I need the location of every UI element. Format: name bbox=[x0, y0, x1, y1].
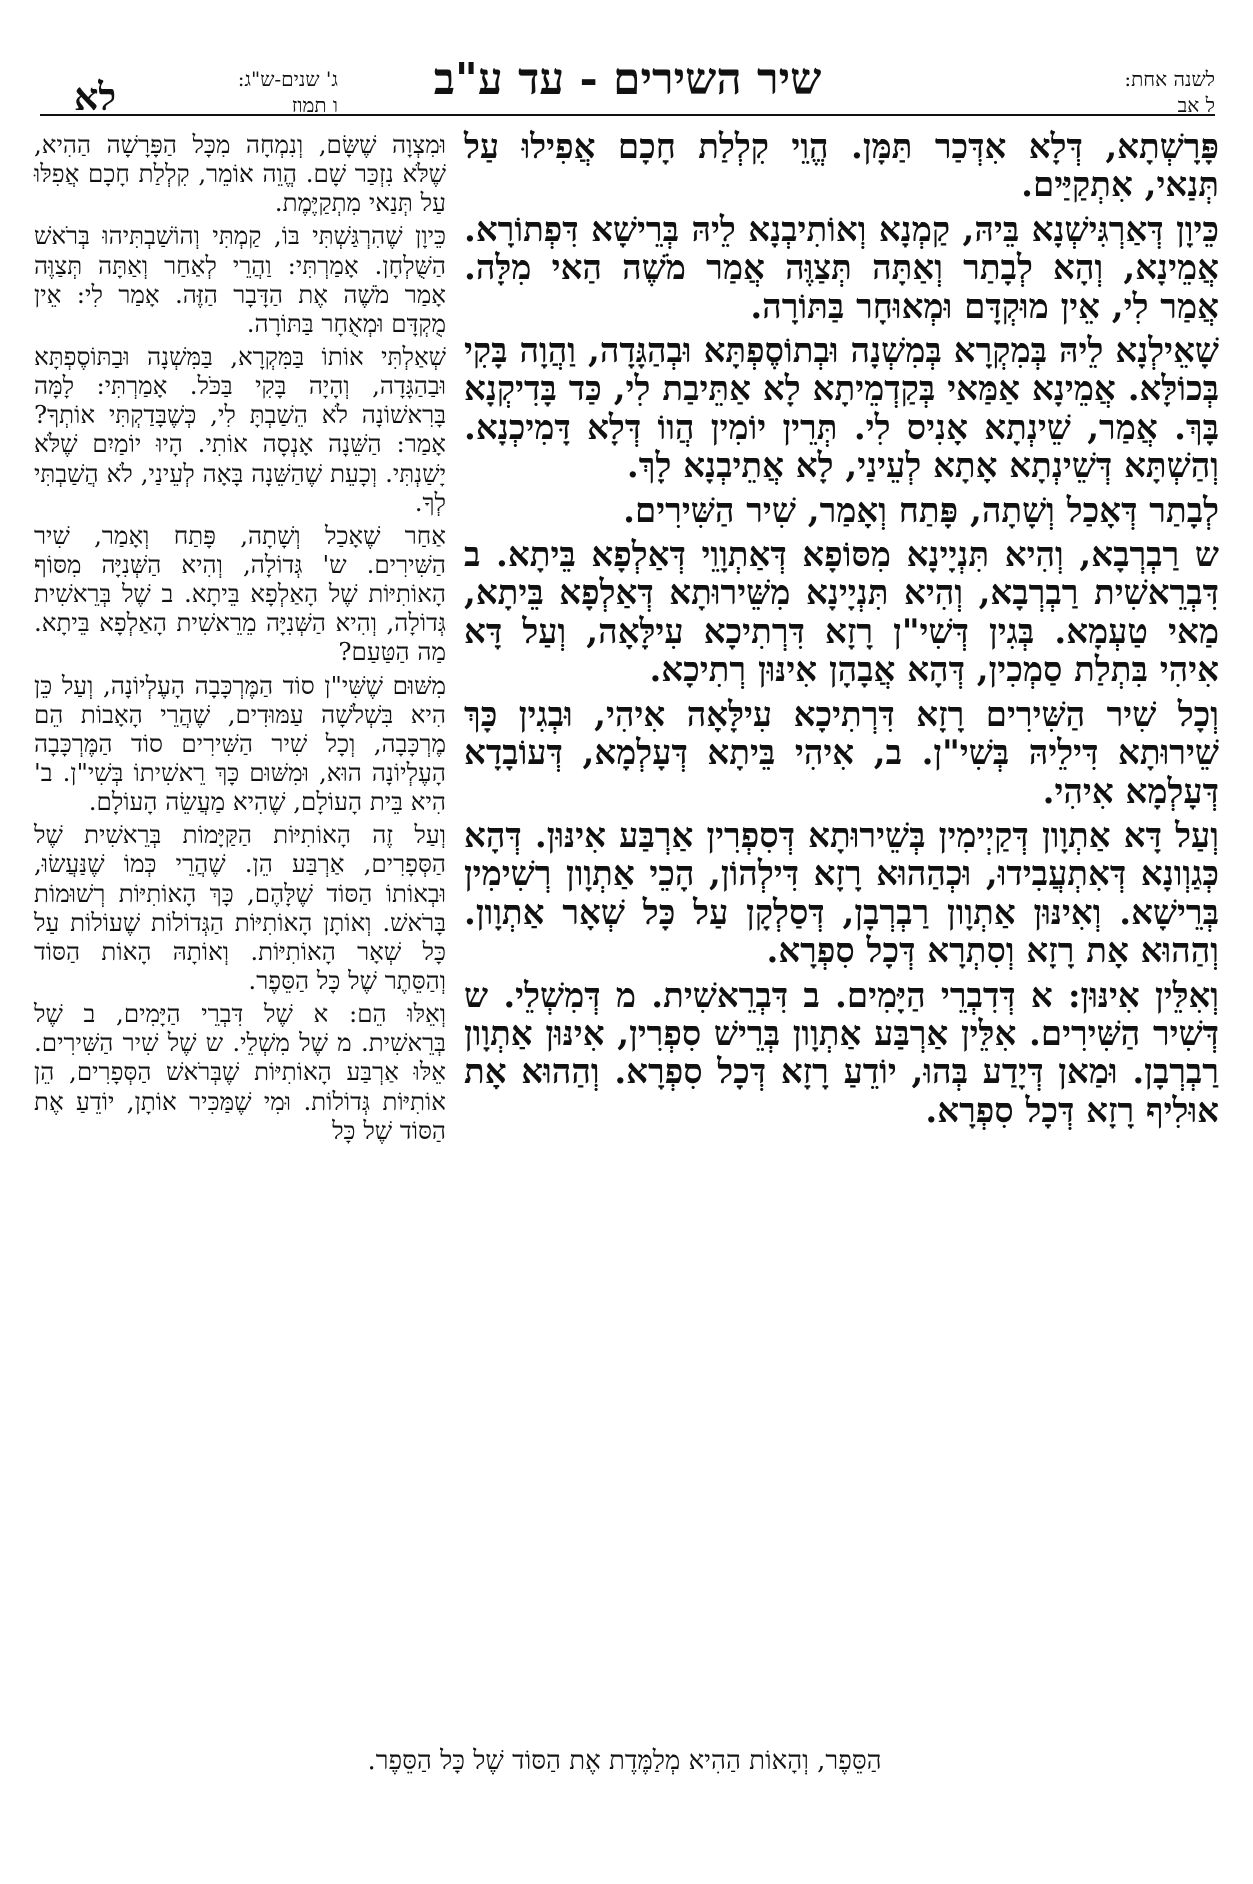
main-paragraph-6: וְכָל שִׁיר הַשִּׁירִים רָזָא דִּרְתִיכָא עִילָּאָה אִיהִי, וּבְגִין כָּךְ שֵׁירוּתָא דִּילֵיהּ בְּשִׁי"ן. ב, אִיהִי בֵּיתָא דְּעָלְמָא, דְּעוֹבָדָא דְּעָלְמָא אִיהִי. bbox=[464, 694, 1219, 812]
main-paragraph-5: ש רַבְרְבָא, וְהִיא תִּנְיָינָא מִסּוֹפָא דְּאַתְוָוֵי דְּאַלְפָא בֵּיתָא. ב דִּבְרֵאשִׁית רַבְרְבָא, וְהִיא תִּנְיָינָא מִשֵּׁירוּתָא דְּאַלְפָא בֵּיתָא, מַאי טַעְמָא. בְּגִין דְּשִׁי"ן רָזָא דִּרְתִיכָא עִילָּאָה, וְעַל דָּא אִיהִי בִּתְלַת סַמְכִין, דְּהָא אֲבָהָן אִינּוּן רְתִיכָא. bbox=[464, 535, 1219, 691]
commentary-paragraph-6: וְעַל זֶה הָאוֹתִיּוֹת הַקַּיָּמוֹת בְּרֵאשִׁית שֶׁל הַסְּפָרִים, אַרְבַּע הֵן. שֶׁהֲרֵי כְּמוֹ שֶׁנַּעֲשׂוּ, וּבְאוֹתוֹ הַסּוֹד שֶׁלָּהֶם, כָּךְ הָאוֹתִיּוֹת רְשׁוּמוֹת בָּרֹאשׁ. וְאוֹתָן הָאוֹתִיּוֹת הַגְּדוֹלוֹת שֶׁעוֹלוֹת עַל כָּל שְׁאָר הָאוֹתִיּוֹת. וְאוֹתָהּ הָאוֹת הַסּוֹד וְהַסֵּתֶר שֶׁל כָּל הַסֵּפֶר. bbox=[34, 820, 446, 995]
commentary-paragraph-7: וְאֵלּוּ הֵם: א שֶׁל דִּבְרֵי הַיָּמִים, ב שֶׁל בְּרֵאשִׁית. מ שֶׁל מִשְׁלֵי. ש שֶׁל שִׁיר הַשִּׁירִים. אֵלּוּ אַרְבַּע הָאוֹתִיּוֹת שֶׁבְּרֹאשׁ הַסְּפָרִים, הֵן אוֹתִיּוֹת גְּדוֹלוֹת. וּמִי שֶׁמַּכִּיר אוֹתָן, יוֹדֵעַ אֶת הַסּוֹד שֶׁל כָּל bbox=[34, 999, 446, 1145]
commentary-paragraph-2: כֵּיוָן שֶׁהִרְגַּשְׁתִּי בּוֹ, קַמְתִּי וְהוֹשַׁבְתִּיהוּ בְּרֹאשׁ הַשֻּׁלְחָן. אָמַרְתִּי: וַהֲרֵי לְאַחַר וְאַתָּה תְּצַוֶּה אָמַר מֹשֶׁה אֶת הַדָּבָר הַזֶּה. אָמַר לִי: אֵין מֻקְדָּם וּמְאֻחָר בַּתּוֹרָה. bbox=[34, 221, 446, 338]
commentary-footer-line: הַסֵּפֶר, וְהָאוֹת הַהִיא מְלַמֶּדֶת אֶת הַסּוֹד שֶׁל כָּל הַסֵּפֶר. bbox=[367, 1746, 882, 1776]
commentary-column bbox=[34, 130, 446, 1149]
page-header bbox=[40, 28, 1215, 119]
header-rule bbox=[40, 114, 1215, 116]
commentary-paragraph-1: וּמִצְוָה שֶׁשָּׂם, וְנִמְחָה מִכָּל הַפָּרָשָׁה הַהִיא, שֶׁלֹּא נִזְכַּר שָׁם. הֱוֵה אוֹמֵר, קִלְלַת חָכָם אֲפִלּוּ עַל תְּנַאי מִתְקַיֶּמֶת. bbox=[34, 130, 446, 218]
page-number: לא bbox=[74, 74, 117, 119]
commentary-paragraph-3: שְׁאַלְתִּי אוֹתוֹ בַּמִּקְרָא, בַּמִּשְׁנָה וּבַתּוֹסֶפְתָּא וּבַהַגָּדָה, וְהָיָה בָּקִי בַּכֹּל. אָמַרְתִּי: לָמָּה בָּרִאשׁוֹנָה לֹא הֵשַׁבְתָּ לִי, כְּשֶׁבָּדַקְתִּי אוֹתְךָ? אָמַר: הַשֵּׁנָה אָנְסָה אוֹתִי. הָיוּ יוֹמַיִם שֶׁלֹּא יָשַׁנְתִּי. וְכָעֵת שֶׁהַשֵּׁנָה בָּאָה לְעֵינַי, לֹא הֲשַׁבְתִּי לְךָ. bbox=[34, 341, 446, 517]
header-right-line2: ל אב bbox=[1177, 93, 1215, 117]
main-paragraph-7: וְעַל דָּא אַתְוָון דְּקַיְימִין בְּשֵׁירוּתָא דְּסִפְרִין אַרְבַּע אִינּוּן. דְּהָא כְּגַוְונָא דְּאִתְעֲבִידוּ, וּכְהַהוּא רָזָא דִּילְהוֹן, הָכֵי אַתְוָון רְשִׁימִין בְּרֵישָׁא. וְאִינּוּן אַתְוָון רַבְרְבָן, דְּסַלְקָן עַל כָּל שְׁאָר אַתְוָון. וְהַהוּא אָת רָזָא וְסִתְרָא דְּכָל סִפְרָא. bbox=[464, 815, 1219, 972]
header-left-line2: ו תמוז bbox=[291, 93, 338, 117]
header-left-line1: ג' שנים-ש"ג: bbox=[237, 67, 338, 91]
main-text-column bbox=[464, 128, 1219, 1136]
page-title: שיר השירים - עד ע"ב bbox=[433, 54, 822, 105]
main-paragraph-2: כֵּיוָן דְּאַרְגִּישְׁנָא בֵּיהּ, קַמְנָא וְאוֹתִיבְנָא לֵיהּ בְּרֵישָׁא דִּפְתוֹרָא. אֲמֵינָא, וְהָא לְבָתַר וְאַתָּה תְּצַוֶּה אֲמַר מֹשֶׁה הַאי מִלָּה. אֲמַר לִי, אֵין מוּקְדָּם וּמְאוּחָר בַּתּוֹרָה. bbox=[464, 209, 1219, 327]
commentary-paragraph-5: מִשּׁוּם שֶׁשִּׁי"ן סוֹד הַמֶּרְכָּבָה הָעֶלְיוֹנָה, וְעַל כֵּן הִיא בִּשְׁלֹשָׁה עַמּוּדִים, שֶׁהֲרֵי הָאָבוֹת הֵם מֶרְכָּבָה, וְכָל שִׁיר הַשִּׁירִים סוֹד הַמֶּרְכָּבָה הָעֶלְיוֹנָה הוּא, וּמִשּׁוּם כָּךְ רֵאשִׁיתוֹ בְּשִׁי"ן. ב' הִיא בֵּית הָעוֹלָם, שֶׁהִיא מַעֲשֵׂה הָעוֹלָם. bbox=[34, 670, 446, 817]
commentary-paragraph-4: אַחַר שֶׁאָכַל וְשָׁתָה, פָּתַח וְאָמַר, שִׁיר הַשִּׁירִים. ש' גְּדוֹלָה, וְהִיא הַשְּׁנִיָּה מִסּוֹף הָאוֹתִיּוֹת שֶׁל הָאַלְפָא בֵּיתָא. ב שֶׁל בְּרֵאשִׁית גְּדוֹלָה, וְהִיא הַשְּׁנִיָּה מֵרֵאשִׁית הָאַלְפָא בֵּיתָא. מַה הַטַּעַם? bbox=[34, 520, 446, 667]
header-right-line1: לשנה אחת: bbox=[1124, 67, 1215, 91]
main-paragraph-8: וְאִלֵּין אִינּוּן: א דְּדִבְרֵי הַיָּמִים. ב דִּבְרֵאשִׁית. מ דְּמִשְׁלֵי. ש דְּשִׁיר הַשִּׁירִים. אִלֵּין אַרְבַּע אַתְוָון בְּרֵישׁ סִפְרִין, אִינּוּן אַתְוָון רַבְרְבָן. וּמַאן דְּיָדַע בְּהוּ, יוֹדֵעַ רָזָא דְּכָל סִפְרָא. וְהַהוּא אָת אוּלִיף רָזָא דְּכָל סִפְרָא. bbox=[464, 975, 1219, 1131]
header-left-reference bbox=[168, 66, 338, 118]
main-paragraph-4: לְבָתַר דְּאָכַל וְשָׁתָה, פָּתַח וְאָמַר, שִׁיר הַשִּׁירִים. bbox=[623, 490, 1219, 531]
main-paragraph-3: שָׁאֵילְנָא לֵיהּ בְּמִקְרָא בְּמִשְׁנָה וּבְתוֹסֶפְתָּא וּבְהַגָּדָה, וַהֲוָה בָּקִי בְּכוֹלָּא. אֲמֵינָא אַמַּאי בְּקַדְמֵיתָא לָא אַתֵּיבַת לִי, כַּד בָּדִיקְנָא בָּךְ. אֲמַר, שֵׁינְתָא אָנִיס לִי. תְּרֵין יוֹמִין הֲווֹ דְּלָא דָּמִיכְנָא. וְהַשְׁתָּא דְּשֵׁינְתָא אָתָא לְעֵינַי, לָא אֲתֵיבְנָא לָךְ. bbox=[464, 331, 1219, 487]
main-paragraph-1: פָּרָשְׁתָא, דְּלָא אִדְּכַר תַּמָּן. הֱוֵי קִלְלַת חָכָם אֲפִילוּ עַל תְּנַאי, אִתְקַיַּים. bbox=[464, 127, 1219, 206]
